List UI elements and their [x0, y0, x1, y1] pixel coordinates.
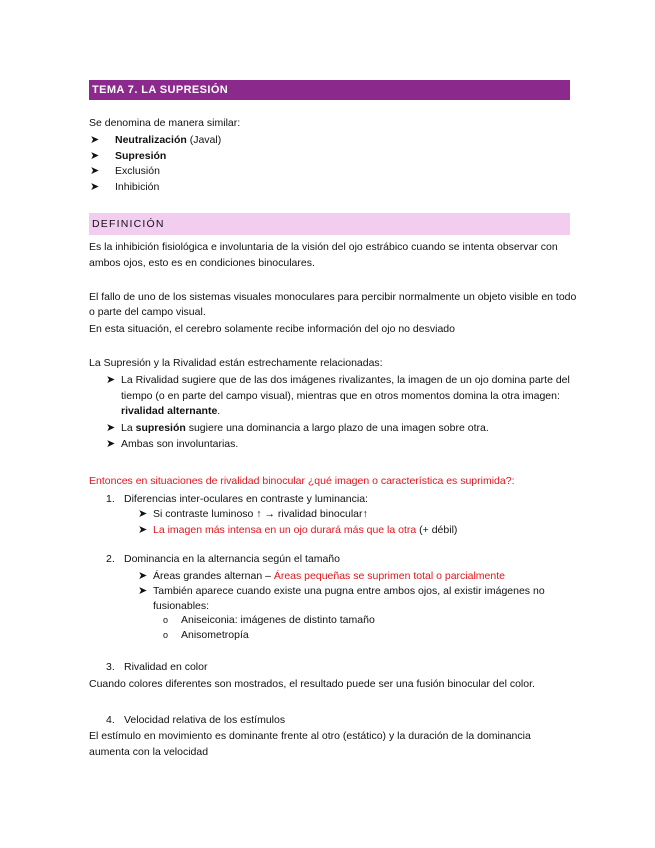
arrowhead-bullet-icon: ➤	[90, 165, 100, 177]
color-paragraph: Cuando colores diferentes son mostrados, el resultado puede ser una fusión binocular del color.	[89, 678, 535, 690]
circle-bullet-icon: o	[163, 630, 169, 640]
relation-item-line: rivalidad alternante.	[121, 405, 221, 417]
arrowhead-bullet-icon: ➤	[90, 181, 100, 193]
definition-paragraph-line: Es la inhibición fisiológica e involuntaria de la visión del ojo estrábico cuando se intenta observar con	[89, 241, 558, 253]
relation-item-line: tiempo (o en parte del campo visual), mientras que en otros momentos domina la otra imagen:	[121, 390, 560, 402]
definition-paragraph-line: El fallo de uno de los sistemas visuales monoculares para percibir normalmente un objeto visible en todo	[89, 291, 577, 303]
definition-paragraph-line: o parte del campo visual.	[89, 306, 206, 318]
arrowhead-bullet-icon: ➤	[138, 508, 148, 520]
list-item: Supresión	[115, 150, 167, 162]
rivalry-question: Entonces en situaciones de rivalidad binocular ¿qué imagen o característica es suprimida?:	[89, 475, 515, 487]
relation-item-line: La Rivalidad sugiere que de las dos imágenes rivalizantes, la imagen de un ojo domina parte del	[121, 374, 570, 386]
sub-sub-item: Aniseiconia: imágenes de distinto tamaño	[181, 614, 375, 626]
relation-item-line: Ambas son involuntarias.	[121, 438, 239, 450]
numbered-marker: 3.	[106, 661, 115, 673]
arrowhead-bullet-icon: ➤	[138, 524, 148, 536]
numbered-marker: 2.	[106, 553, 115, 565]
numbered-item-3: Rivalidad en color	[124, 661, 208, 673]
numbered-marker: 1.	[106, 493, 115, 505]
numbered-item-4: Velocidad relativa de los estímulos	[124, 714, 286, 726]
arrowhead-bullet-icon: ➤	[106, 374, 116, 386]
arrowhead-bullet-icon: ➤	[138, 585, 148, 597]
relation-lead: La Supresión y la Rivalidad están estrechamente relacionadas:	[89, 357, 383, 369]
list-item: Inhibición	[115, 181, 160, 193]
section-heading-definicion: DEFINICIÓN	[89, 213, 570, 235]
sub-item: Áreas grandes alternan – Áreas pequeñas se suprimen total o parcialmente	[153, 570, 505, 582]
sub-item-line: También aparece cuando existe una pugna entre ambos ojos, al existir imágenes no	[153, 585, 545, 597]
sub-item: La imagen más intensa en un ojo durará más que la otra (+ débil)	[153, 524, 458, 536]
velocity-paragraph-line: aumenta con la velocidad	[89, 746, 209, 758]
definition-paragraph-line: ambos ojos, esto es en condiciones binoculares.	[89, 257, 315, 269]
intro-lead: Se denomina de manera similar:	[89, 117, 241, 129]
arrowhead-bullet-icon: ➤	[90, 134, 100, 146]
numbered-marker: 4.	[106, 714, 115, 726]
arrowhead-bullet-icon: ➤	[106, 438, 116, 450]
circle-bullet-icon: o	[163, 615, 169, 625]
arrowhead-bullet-icon: ➤	[138, 570, 148, 582]
arrowhead-bullet-icon: ➤	[90, 150, 100, 162]
page-title: TEMA 7. LA SUPRESIÓN	[89, 80, 570, 100]
arrowhead-bullet-icon: ➤	[106, 422, 116, 434]
list-item: Neutralización (Javal)	[115, 134, 222, 146]
velocity-paragraph-line: El estímulo en movimiento es dominante frente al otro (estático) y la duración de la dominancia	[89, 730, 531, 742]
numbered-item-2: Dominancia en la alternancia según el tamaño	[124, 553, 340, 565]
definition-paragraph-line: En esta situación, el cerebro solamente recibe información del ojo no desviado	[89, 323, 455, 335]
sub-sub-item: Anisometropía	[181, 629, 249, 641]
list-item: Exclusión	[115, 165, 160, 177]
sub-item: Si contraste luminoso ↑ → rivalidad binocular↑	[153, 508, 368, 520]
sub-item-line: fusionables:	[153, 600, 210, 612]
relation-item-line: La supresión sugiere una dominancia a largo plazo de una imagen sobre otra.	[121, 422, 489, 434]
numbered-item-1: Diferencias inter-oculares en contraste y luminancia:	[124, 493, 368, 505]
